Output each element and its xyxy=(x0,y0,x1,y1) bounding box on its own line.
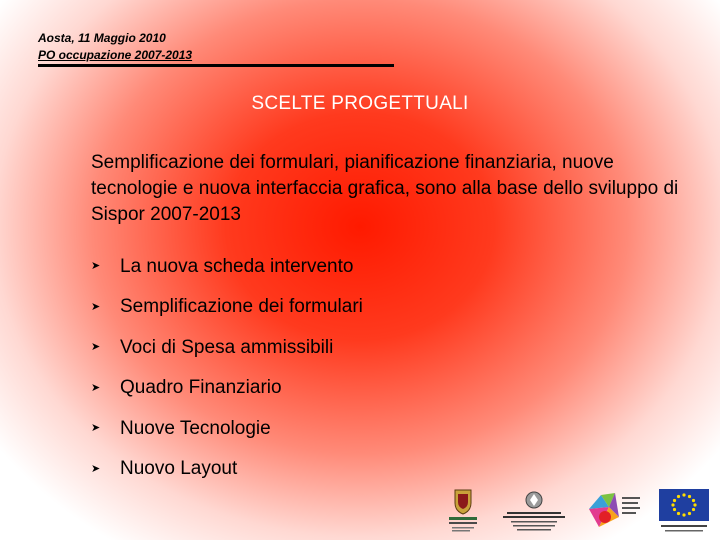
footer-logos xyxy=(443,487,713,537)
bullet-item xyxy=(91,248,363,285)
arrow-bullet-icon: ➤ xyxy=(91,422,101,434)
eu-flag-icon xyxy=(655,487,713,535)
coat-of-arms-icon xyxy=(443,487,483,535)
arrow-bullet-icon: ➤ xyxy=(91,341,101,353)
colorful-star-icon xyxy=(585,487,643,535)
bullet-item xyxy=(91,289,363,326)
arrow-bullet-icon: ➤ xyxy=(91,260,101,272)
header-date: Aosta, 11 Maggio 2010 xyxy=(38,31,166,45)
header xyxy=(38,30,192,64)
arrow-bullet-icon: ➤ xyxy=(91,381,101,394)
bullet-item xyxy=(91,410,363,447)
bullet-text: Voci di Spesa ammissibili xyxy=(120,336,334,358)
bullet-text: Nuove Tecnologie xyxy=(120,417,271,439)
header-program: PO occupazione 2007-2013 xyxy=(38,48,193,62)
bullet-text: Nuovo Layout xyxy=(120,458,238,479)
bullet-text: Semplificazione dei formulari xyxy=(120,296,363,317)
header-rule xyxy=(38,64,394,67)
emblem-icon xyxy=(501,487,567,535)
bullet-list xyxy=(91,248,363,491)
bullet-item xyxy=(91,451,363,488)
bullet-item xyxy=(91,370,363,407)
slide-title-text: SCELTE PROGETTUALI xyxy=(251,93,469,114)
bullet-text: Quadro Finanziario xyxy=(120,377,282,398)
bullet-item xyxy=(91,329,363,366)
bullet-text: La nuova scheda intervento xyxy=(120,255,354,277)
intro-paragraph: Semplificazione dei formulari, pianificazione finanziaria, nuove tecnologie e nuova interfaccia grafica, sono alla base dello sviluppo di Sispor 2007-2013 xyxy=(91,152,679,225)
slide-title xyxy=(0,93,720,115)
arrow-bullet-icon: ➤ xyxy=(91,300,101,313)
arrow-bullet-icon: ➤ xyxy=(91,462,101,475)
